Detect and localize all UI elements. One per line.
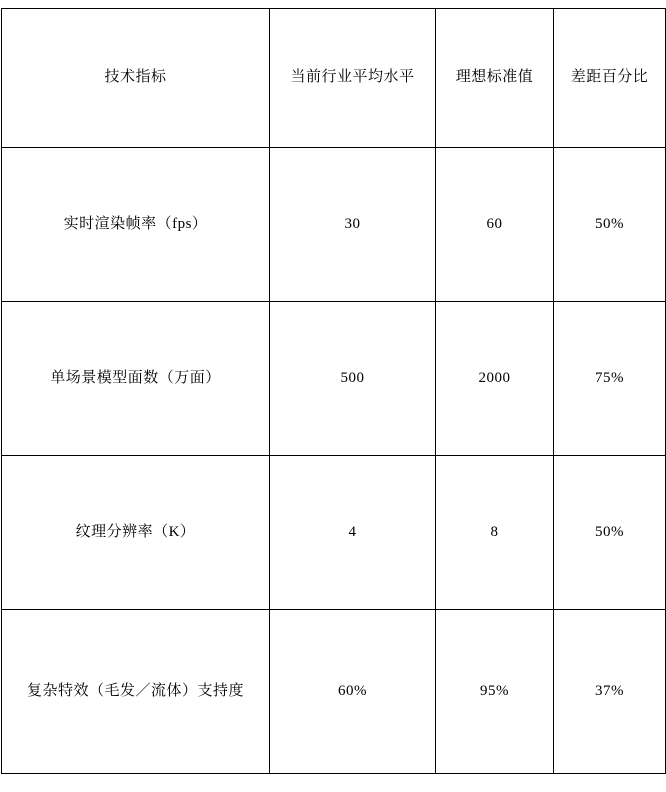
gap-value-text: 50%	[595, 523, 624, 540]
cell-gap-value	[554, 148, 666, 302]
cell-ideal-value	[436, 610, 554, 774]
cell-metric-name	[2, 148, 270, 302]
cell-current-value	[270, 610, 436, 774]
metric-name-text: 纹理分辨率（K）	[75, 523, 196, 540]
cell-ideal-value	[436, 456, 554, 610]
cell-current-value	[270, 148, 436, 302]
table-row	[2, 302, 666, 456]
cell-current-value	[270, 302, 436, 456]
cell-ideal-value	[436, 148, 554, 302]
table-row	[2, 610, 666, 774]
table-row	[2, 456, 666, 610]
column-header-current-average	[270, 9, 436, 148]
cell-current-value	[270, 456, 436, 610]
metric-name-text: 单场景模型面数（万面）	[50, 369, 221, 386]
metric-name-text: 复杂特效（毛发／流体）支持度	[26, 682, 244, 699]
column-header-ideal-standard-label: 理想标准值	[455, 69, 534, 86]
cell-metric-name	[2, 456, 270, 610]
cell-gap-value	[554, 610, 666, 774]
table-row	[2, 148, 666, 302]
cell-metric-name	[2, 610, 270, 774]
current-value-text: 60%	[338, 682, 367, 699]
technical-specification-table	[1, 8, 666, 774]
ideal-value-text: 2000	[478, 369, 511, 386]
ideal-value-text: 60	[486, 215, 503, 232]
current-value-text: 4	[348, 523, 357, 540]
column-header-metric-label: 技术指标	[104, 69, 167, 86]
gap-value-text: 75%	[595, 369, 624, 386]
cell-ideal-value	[436, 302, 554, 456]
cell-gap-value	[554, 302, 666, 456]
current-value-text: 500	[340, 369, 365, 386]
gap-value-text: 37%	[595, 682, 624, 699]
column-header-current-average-label: 当前行业平均水平	[290, 69, 415, 86]
column-header-ideal-standard	[436, 9, 554, 148]
ideal-value-text: 8	[490, 523, 499, 540]
gap-value-text: 50%	[595, 215, 624, 232]
cell-metric-name	[2, 302, 270, 456]
cell-gap-value	[554, 456, 666, 610]
column-header-gap-percentage	[554, 9, 666, 148]
column-header-gap-percentage-label: 差距百分比	[570, 69, 649, 86]
column-header-metric	[2, 9, 270, 148]
current-value-text: 30	[344, 215, 361, 232]
metric-name-text: 实时渲染帧率（fps）	[63, 215, 208, 232]
table-header-row	[2, 9, 666, 148]
ideal-value-text: 95%	[480, 682, 509, 699]
